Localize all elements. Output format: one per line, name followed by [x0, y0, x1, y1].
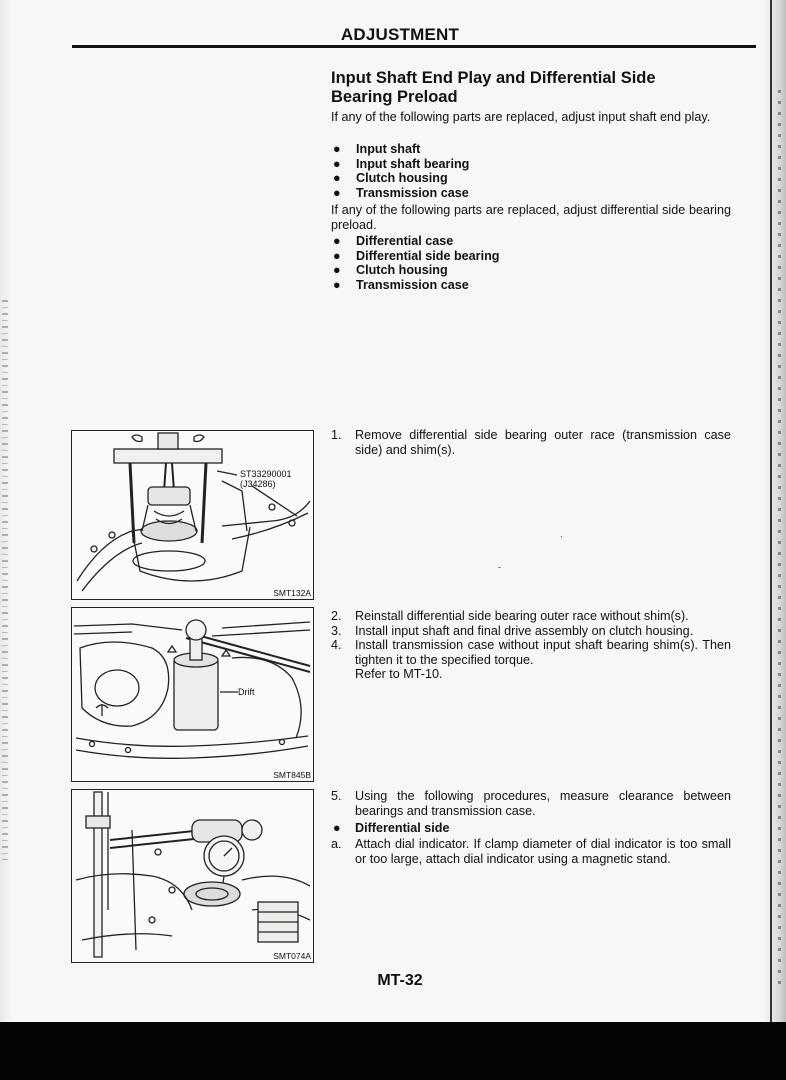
figure-smt132a: [71, 430, 314, 600]
step-number: 5.: [331, 789, 342, 803]
figure-smt074a: [71, 789, 314, 963]
drift-label: Drift: [238, 687, 255, 697]
scan-right-edge: [764, 0, 786, 1022]
figure-code: SMT074A: [273, 951, 311, 961]
list-item: ● Clutch housing: [333, 263, 448, 278]
list-item: ● Clutch housing: [333, 171, 448, 186]
step-text: Install input shaft and final drive assembly on clutch housing.: [355, 624, 694, 638]
scan-bottom-band: [0, 1022, 786, 1080]
parts-list-2: [331, 234, 731, 292]
bullet-icon: ●: [333, 277, 341, 292]
page-number: MT-32: [377, 972, 423, 989]
step-differential-side: [331, 821, 731, 836]
step-text: Refer to MT-10.: [355, 667, 443, 681]
dial-indicator-illustration: [72, 790, 313, 962]
figure-code: SMT845B: [273, 770, 311, 780]
list-item: ● Input shaft bearing: [333, 156, 470, 171]
step-number: 4.: [331, 638, 342, 652]
bullet-icon: ●: [333, 234, 341, 248]
step-a: [331, 837, 731, 866]
section-title-line1: Input Shaft End Play and Differential Side: [331, 69, 656, 87]
step-1: [331, 428, 731, 457]
step-text: Differential side: [355, 821, 450, 835]
bullet-icon: ●: [333, 248, 341, 263]
bullet-icon: ●: [333, 156, 341, 171]
list-item: ● Differential case: [333, 234, 454, 248]
bullet-icon: ●: [333, 171, 341, 186]
scan-left-edge: [0, 0, 12, 1022]
page-edge-shadow: [778, 90, 781, 990]
step-number: 2.: [331, 609, 342, 623]
bullet-icon: ●: [333, 821, 341, 835]
scan-speck: ·: [560, 531, 563, 541]
step-text: Attach dial indicator. If clamp diameter of dial indicator is too small or too large, attach dial indicator using a magnetic stand.: [355, 837, 731, 866]
scan-speck: -: [498, 562, 501, 572]
step-number: a.: [331, 837, 342, 851]
intro-paragraph-2: If any of the following parts are replaced, adjust differential side bearing preload.: [331, 203, 731, 232]
step-3: [331, 624, 731, 639]
list-item: ● Input shaft: [333, 142, 421, 156]
intro-paragraph-1: If any of the following parts are replaced, adjust input shaft end play.: [331, 110, 711, 124]
step-text: Install transmission case without input shaft bearing shim(s). Then tighten it to the specified torque.: [355, 638, 731, 667]
list-item: ● Transmission case: [333, 277, 469, 292]
parts-list-1: [331, 142, 731, 200]
bullet-icon: ●: [333, 142, 341, 156]
page-edge-line: [770, 0, 772, 1022]
bearing-puller-illustration: [72, 431, 313, 599]
section-title-line2: Bearing Preload: [331, 88, 458, 106]
list-item: ● Transmission case: [333, 185, 469, 200]
step-number: 3.: [331, 624, 342, 638]
step-2: [331, 609, 731, 624]
header-rule: [72, 45, 756, 48]
step-4-reference: [331, 667, 731, 682]
step-text: Using the following procedures, measure clearance between bearings and transmission case.: [355, 789, 731, 818]
step-text: Remove differential side bearing outer race (transmission case side) and shim(s).: [355, 428, 731, 457]
section-title: [331, 69, 731, 107]
bullet-icon: ●: [333, 263, 341, 278]
binding-spine: [2, 300, 8, 860]
step-5: [331, 789, 731, 818]
step-4: [331, 638, 731, 667]
bullet-icon: ●: [333, 185, 341, 200]
figure-smt845b: [71, 607, 314, 782]
step-text: Reinstall differential side bearing outer race without shim(s).: [355, 609, 689, 623]
list-item: ● Differential side bearing: [333, 248, 500, 263]
tool-number-label: ST33290001 (J34286): [240, 469, 292, 489]
drift-installation-illustration: [72, 608, 313, 781]
figure-code: SMT132A: [273, 588, 311, 598]
step-number: 1.: [331, 428, 342, 442]
header-title: ADJUSTMENT: [340, 25, 460, 44]
